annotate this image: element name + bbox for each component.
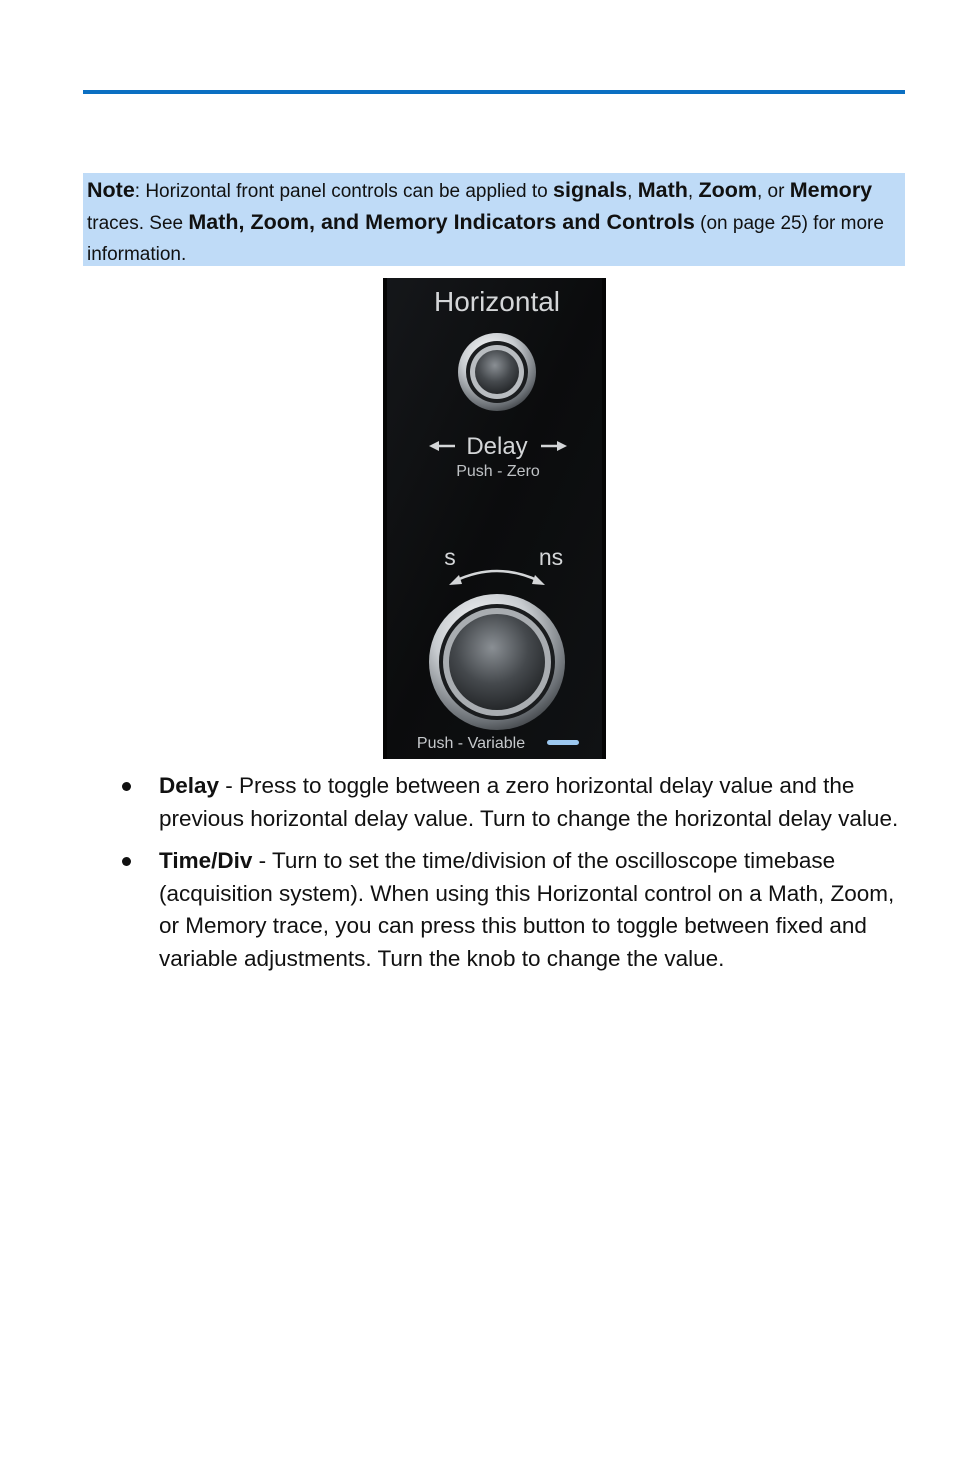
horizontal-panel-image — [383, 278, 606, 759]
note-text: (on page 25) for more information. — [87, 213, 884, 265]
panel-right-edge — [602, 278, 606, 759]
note-signals: signals — [553, 178, 628, 202]
time-div-knob[interactable] — [429, 594, 565, 730]
scale-left-label: s — [444, 544, 456, 570]
bullet-icon — [122, 782, 131, 791]
horizontal-panel-svg — [383, 278, 606, 759]
bullet-text: - Press to toggle between a zero horizontal delay value and the previous horizontal delay value. Turn to change the horizontal delay value. — [159, 773, 899, 831]
delay-label: Delay — [466, 433, 528, 460]
delay-knob[interactable] — [458, 333, 536, 411]
bullet-term: Time/Div — [159, 848, 253, 873]
note-math: Math — [637, 178, 688, 202]
delay-push-label: Push - Zero — [456, 463, 540, 480]
note-sep: , — [687, 181, 699, 202]
list-item — [120, 845, 920, 975]
bullet-icon — [122, 857, 131, 866]
variable-push-label: Push - Variable — [416, 735, 526, 752]
bullet-list — [120, 770, 920, 985]
note-text: : Horizontal front panel controls can be applied to — [134, 181, 554, 202]
note-sep: , — [627, 181, 638, 202]
note-zoom: Zoom — [698, 178, 757, 202]
note-memory: Memory — [789, 178, 873, 202]
panel-left-edge — [383, 278, 387, 759]
note-label: Note — [87, 178, 135, 202]
note-sep: , or — [756, 181, 790, 202]
bullet-text: - Turn to set the time/division of the oscilloscope timebase (acquisition system). When using this Horizontal control on a Math, Zoom, or Memory trace, you can press this button to toggle between fixed and variable adjustments. Turn the knob to change the value. — [159, 848, 895, 971]
scale-right-label: ns — [538, 544, 564, 570]
note-text: traces. See — [87, 213, 189, 234]
bullet-term: Delay — [159, 773, 220, 798]
header-rule — [83, 90, 905, 94]
panel-title: Horizontal — [433, 286, 561, 317]
list-item — [120, 770, 920, 835]
note-box — [83, 173, 905, 266]
variable-led-indicator — [547, 740, 579, 745]
note-link[interactable]: Math, Zoom, and Memory Indicators and Controls — [188, 210, 695, 234]
